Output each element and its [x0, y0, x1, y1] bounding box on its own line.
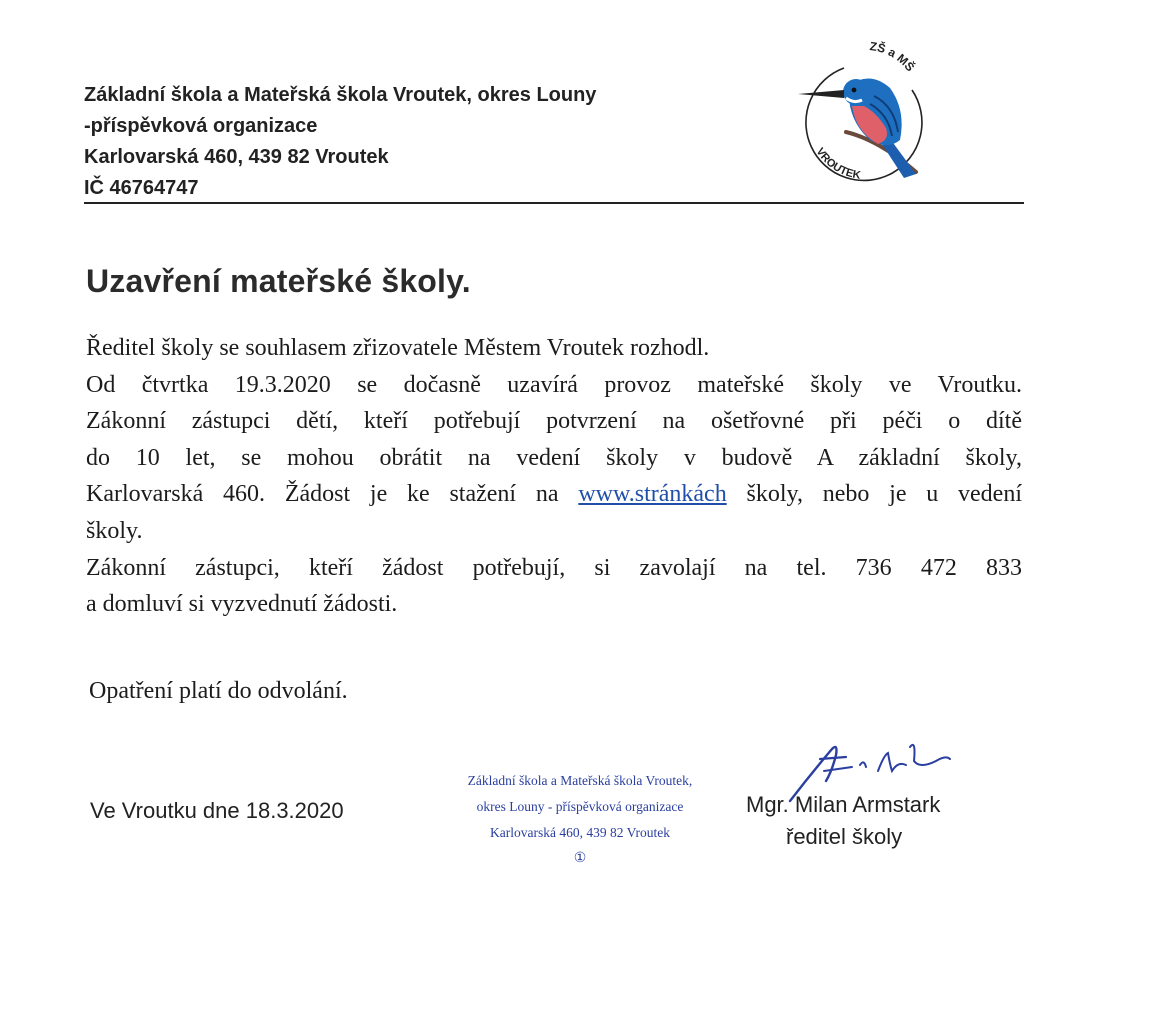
signer-role: ředitel školy — [786, 824, 903, 849]
stamp-line-1: Základní škola a Mateřská škola Vroutek, — [467, 773, 693, 788]
signer-block — [746, 789, 940, 853]
school-address: Karlovarská 460, 439 82 Vroutek — [84, 146, 389, 168]
logo-top-text: ZŠ a MŠ — [868, 40, 918, 75]
download-text-before: Karlovarská 460. Žádost je ke stažení na — [86, 481, 579, 508]
paragraph-guardians-line1: Zákonní zástupci dětí, kteří potřebují potvrzení na ošetřovné při péči o dítě — [86, 408, 1022, 435]
school-id: IČ 46764747 — [84, 177, 199, 199]
paragraph-guardians-line3 — [86, 476, 1022, 513]
paragraph-decision: Ředitel školy se souhlasem zřizovatele Městem Vroutek rozhodl. — [86, 335, 710, 361]
school-website-link[interactable]: www.stránkách — [578, 481, 727, 508]
organization-type: -příspěvková organizace — [84, 115, 318, 137]
letterhead-address — [84, 80, 596, 204]
school-stamp — [430, 768, 730, 872]
place-and-date: Ve Vroutku dne 18.3.2020 — [90, 798, 344, 823]
paragraph-phone-line2: a domluví si vyzvednutí žádosti. — [86, 591, 398, 618]
school-name: Základní škola a Mateřská škola Vroutek, okres Louny — [84, 84, 597, 106]
download-text-after: školy, nebo je u vedení — [726, 481, 1022, 508]
paragraph-closure: Od čtvrtka 19.3.2020 se dočasně uzavírá provoz mateřské školy ve Vroutku. — [86, 371, 1022, 398]
announcement-body — [86, 330, 1022, 623]
logo-bottom-text: VROUTEK — [813, 145, 862, 182]
paragraph-guardians-line2: do 10 let, se mohou obrátit na vedení školy v budově A základní školy, — [86, 444, 1022, 471]
stamp-line-2: okres Louny - příspěvková organizace — [476, 799, 684, 814]
stamp-line-3: Karlovarská 460, 439 82 Vroutek — [489, 825, 671, 840]
paragraph-phone-line1: Zákonní zástupci, kteří žádost potřebují, si zavolají na tel. 736 472 833 — [86, 554, 1022, 581]
signer-name: Mgr. Milan Armstark — [746, 792, 941, 817]
closing-note: Opatření platí do odvolání. — [89, 678, 348, 704]
paragraph-guardians-line4: školy. — [86, 517, 143, 544]
svg-text:VROUTEK — [814, 146, 862, 182]
svg-text:ZŠ a MŠ — [869, 40, 918, 74]
page-title: Uzavření mateřské školy. — [86, 263, 471, 299]
stamp-symbol: ① — [573, 851, 587, 866]
kingfisher-logo — [784, 40, 934, 190]
